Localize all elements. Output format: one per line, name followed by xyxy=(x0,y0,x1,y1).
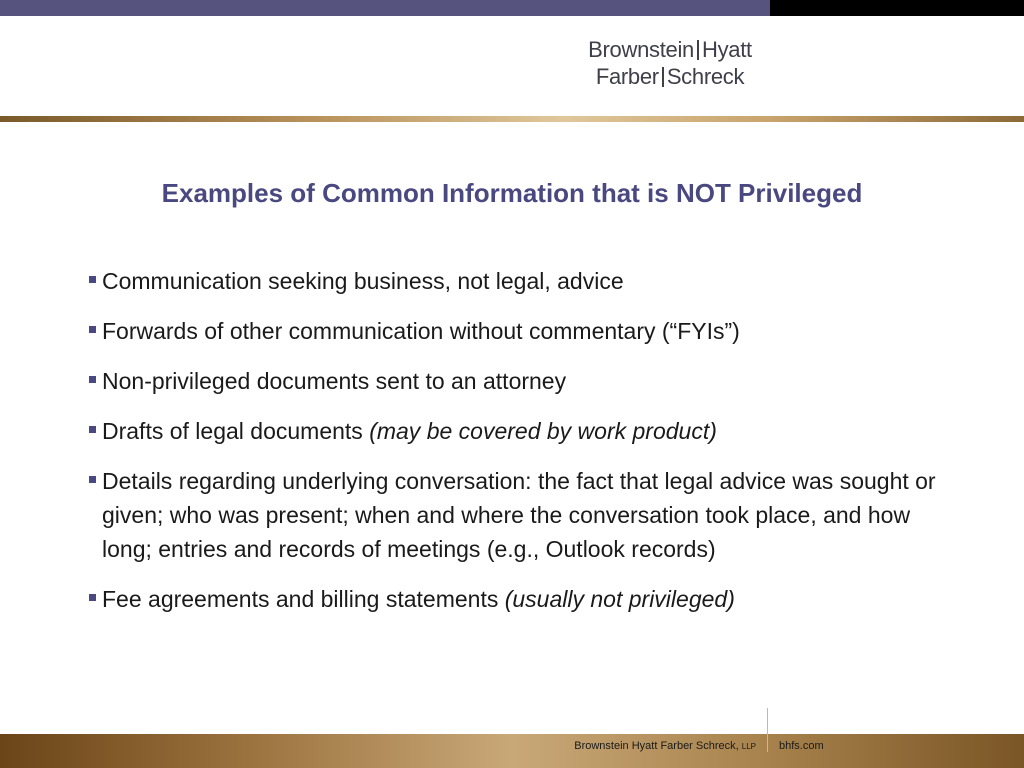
square-bullet-icon xyxy=(89,326,96,333)
logo-separator xyxy=(697,40,699,60)
bullet-list xyxy=(88,264,938,632)
square-bullet-icon xyxy=(89,476,96,483)
bullet-text: Non-privileged documents sent to an attorney xyxy=(102,368,567,394)
bullet-item xyxy=(88,414,938,448)
logo-word-hyatt: Hyatt xyxy=(701,37,752,62)
logo-separator xyxy=(662,67,664,87)
footer-divider xyxy=(767,708,768,752)
bullet-text: Forwards of other communication without commentary (“FYIs”) xyxy=(102,318,740,344)
firm-logo xyxy=(560,36,780,90)
slide-title: Examples of Common Information that is NOT Privileged xyxy=(161,178,863,208)
bullet-item xyxy=(88,582,938,616)
bullet-text: Details regarding underlying conversation: the fact that legal advice was sought or given; who was present; when and where the conversation took place, and how long; entries and records of meetings (e.g., Outlook records) xyxy=(102,468,936,562)
footer-bar xyxy=(0,734,1024,768)
bullet-note: (may be covered by work product) xyxy=(369,418,717,444)
bullet-item xyxy=(88,314,938,348)
logo-line-1 xyxy=(560,36,780,63)
logo-word-brownstein: Brownstein xyxy=(588,37,694,62)
square-bullet-icon xyxy=(89,376,96,383)
footer-firm-suffix: LLP xyxy=(741,742,756,751)
logo-word-schreck: Schreck xyxy=(666,64,745,89)
bullet-item xyxy=(88,264,938,298)
top-accent-bar xyxy=(0,0,770,16)
bullet-text: Fee agreements and billing statements xyxy=(102,586,505,612)
bullet-text: Communication seeking business, not legal, advice xyxy=(102,268,624,294)
footer-url: bhfs.com xyxy=(779,740,824,752)
header-gold-rule xyxy=(0,116,1024,122)
square-bullet-icon xyxy=(89,426,96,433)
footer-firm-text: Brownstein Hyatt Farber Schreck, xyxy=(574,740,742,752)
bullet-note: (usually not privileged) xyxy=(504,586,735,612)
bullet-item xyxy=(88,464,938,566)
logo-word-farber: Farber xyxy=(595,64,659,89)
footer-firm-name xyxy=(574,740,756,752)
bullet-text: Drafts of legal documents xyxy=(102,418,370,444)
top-accent-bar-dark xyxy=(770,0,1024,16)
bullet-item xyxy=(88,364,938,398)
square-bullet-icon xyxy=(89,276,96,283)
logo-line-2 xyxy=(560,63,780,90)
square-bullet-icon xyxy=(89,594,96,601)
